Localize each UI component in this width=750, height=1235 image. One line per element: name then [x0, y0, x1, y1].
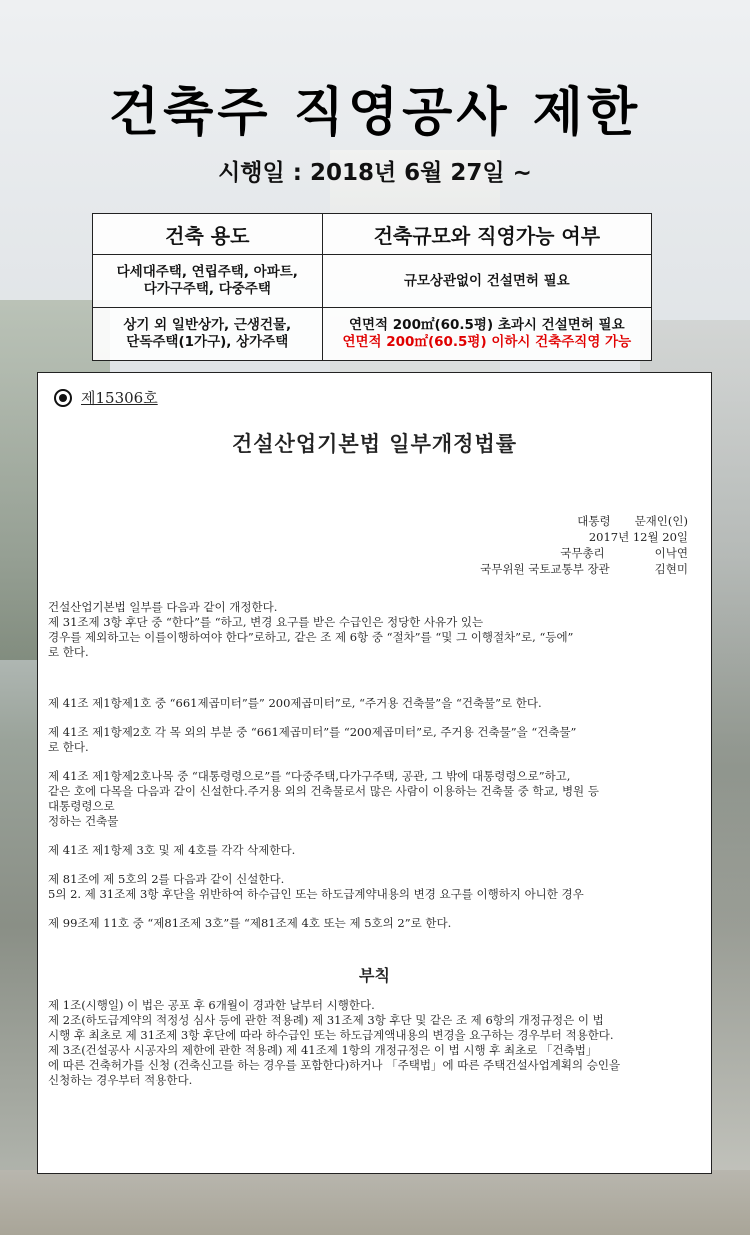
summary-row [93, 308, 652, 361]
header-scale: 건축규모와 직영가능 여부 [322, 214, 651, 255]
use-cell [93, 255, 323, 308]
signature-row [438, 545, 688, 561]
signature-row [438, 561, 688, 577]
amendment-articles [48, 696, 703, 945]
article-line: 대통령령으로 [48, 799, 115, 813]
addendum-title: 부칙 [359, 966, 390, 985]
law-title: 건설산업기본법 일부개정법률 [231, 431, 518, 456]
summary-header-row [93, 214, 652, 255]
article-line: 제 81조에 제 5호의 2를 다음과 같이 신설한다. [48, 872, 285, 886]
article-line: 제 41조 제1항제 3호 및 제 4호를 각각 삭제한다. [48, 843, 296, 857]
signature-date: 2017년 12월 20일 [588, 530, 688, 544]
article-paragraph [48, 696, 703, 711]
use-line: 다가구주택, 다중주택 [143, 281, 271, 297]
addendum-body [48, 998, 703, 1088]
article-line: 로 한다. [48, 740, 89, 754]
use-line: 상기 외 일반상가, 근생건물, [123, 317, 292, 333]
summary-row [93, 255, 652, 308]
article-line: 제 41조 제1항제2호 각 목 외의 부분 중 “661제곱미터”를 “200제곱미터”로, 주거용 건축물”을 “건축물” [48, 725, 577, 739]
signature-name: 이낙연 [654, 546, 688, 560]
page-title: 건축주 직영공사 제한 [108, 83, 642, 143]
article-line: 제 99조제 11호 중 “제81조제 3호”를 “제81조제 4호 또는 제 5호의 2”로 한다. [48, 916, 452, 930]
addendum-line: 시행 후 최초로 제 31조제 3항 후단에 따라 하수급인 또는 하도급계액내용의 변경을 요구하는 경우부터 적용한다. [48, 1028, 614, 1042]
article-line: 정하는 건축물 [48, 814, 119, 828]
signature-block [438, 513, 688, 577]
summary-table [92, 213, 652, 361]
signature-role: 국무총리 [560, 546, 605, 560]
addendum-line: 에 따른 건축허가를 신청 (건축신고를 하는 경우를 포함한다)하거나 「주택법」에 따른 주택건설사업계획의 승인을 [48, 1058, 621, 1072]
signature-name: 문재인(인) [634, 514, 688, 528]
scale-cell [322, 308, 651, 361]
header-use: 건축 용도 [93, 214, 323, 255]
use-line: 다세대주택, 연립주택, 아파트, [116, 264, 298, 280]
scale-highlight: 연면적 200㎡(60.5평) 이하시 건축주직영 가능 [342, 334, 632, 350]
scale-cell [322, 255, 651, 308]
use-cell [93, 308, 323, 361]
law-document [37, 372, 712, 1174]
article-line: 제 41조 제1항제2호나목 중 “대통령령으로”를 “다중주택,다가구주택, 공관, 그 밖에 대통령령으로”하고, [48, 769, 571, 783]
background-ground [0, 1170, 750, 1235]
addendum-line: 신청하는 경우부터 적용한다. [48, 1073, 193, 1087]
article-line: 제 41조 제1항제1호 중 “661제곱미터”를” 200제곱미터”로, “주거용 건축물”을 “건축물”로 한다. [48, 696, 542, 710]
scale-line: 연면적 200㎡(60.5평) 초과시 건설면허 필요 [348, 317, 625, 333]
article-line: 같은 호에 다목을 다음과 같이 신설한다.주거용 외의 건축물로서 많은 사람이 이용하는 건축물 중 학교, 병원 등 [48, 784, 599, 798]
law-number [54, 387, 158, 408]
addendum-line: 제 2조(하도급계약의 적정성 심사 등에 관한 적용례) 제 31조제 3항 후단 및 같은 조 제 6항의 개정규정은 이 법 [48, 1013, 604, 1027]
intro-line: 로 한다. [48, 645, 89, 659]
addendum-line: 제 1조(시행일) 이 법은 공포 후 6개월이 경과한 날부터 시행한다. [48, 998, 375, 1012]
use-line: 단독주택(1가구), 상가주택 [126, 334, 289, 350]
article-paragraph [48, 872, 703, 902]
signature-role: 국무위원 국토교통부 장관 [480, 562, 610, 576]
intro-line: 제 31조제 3항 후단 중 “한다”를 “하고, 변경 요구를 받은 수급인은 정당한 사유가 있는 [48, 615, 484, 629]
intro-line: 건설산업기본법 일부를 다음과 같이 개정한다. [48, 600, 278, 614]
scale-line: 규모상관없이 건설면허 필요 [403, 272, 570, 289]
signature-row [438, 513, 688, 529]
article-line: 5의 2. 제 31조제 3항 후단을 위반하여 하수급인 또는 하도급계약내용의 변경 요구를 이행하지 아니한 경우 [48, 887, 584, 901]
article-paragraph [48, 769, 703, 829]
effective-date: 시행일 : 2018년 6월 27일 ~ [218, 160, 532, 186]
law-number-text: 제15306호 [81, 389, 158, 407]
article-paragraph [48, 916, 703, 931]
intro-line: 경우를 제외하고는 이를이행하여야 한다”로하고, 같은 조 제 6항 중 “절차”를 “및 그 이행절차”로, “등에” [48, 630, 574, 644]
addendum-line: 제 3조(건설공사 시공자의 제한에 관한 적용례) 제 41조제 1항의 개정규정은 이 법 시행 후 최초로 「건축법」 [48, 1043, 598, 1057]
bullet-circle-icon [54, 389, 72, 407]
article-paragraph [48, 725, 703, 755]
signature-role: 대통령 [577, 514, 611, 528]
signature-row [438, 529, 688, 545]
article-paragraph [48, 843, 703, 858]
amendment-intro [48, 600, 703, 660]
signature-name: 김현미 [654, 562, 688, 576]
